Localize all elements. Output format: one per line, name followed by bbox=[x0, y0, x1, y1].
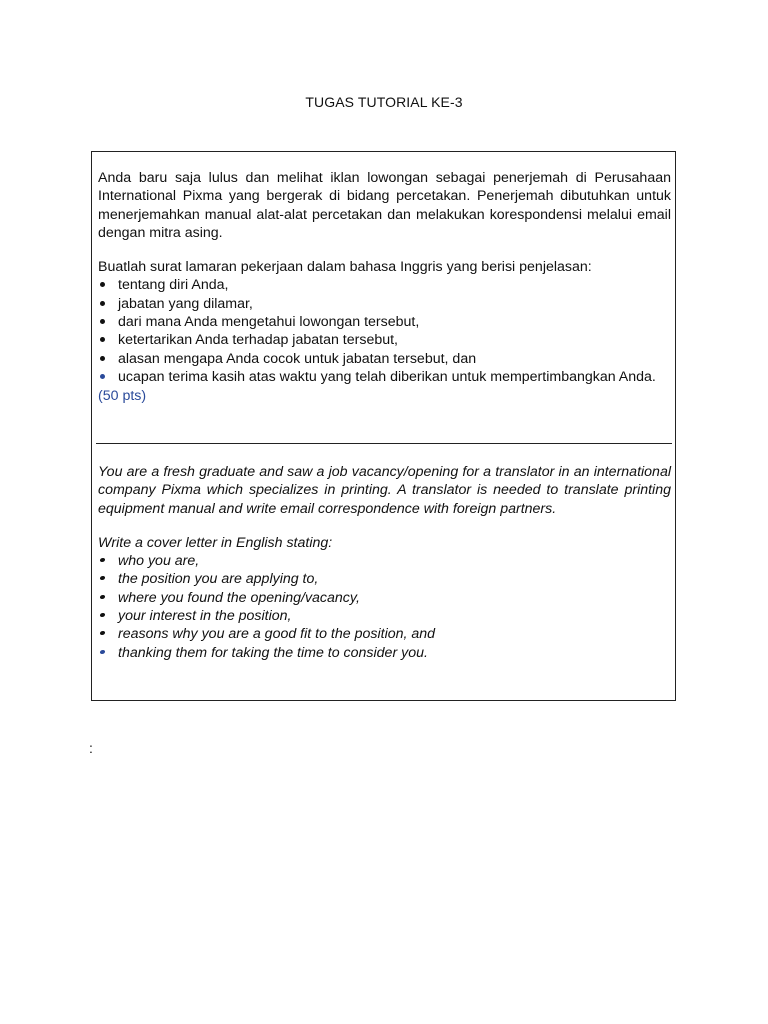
indonesian-bullet-list bbox=[98, 276, 671, 386]
indonesian-section bbox=[98, 169, 671, 406]
bullet-icon bbox=[100, 282, 105, 287]
list-item-text: where you found the opening/vacancy, bbox=[118, 589, 360, 606]
list-item-text: ketertarikan Anda terhadap jabatan tersebut, bbox=[118, 332, 399, 349]
bullet-icon bbox=[100, 319, 105, 324]
list-item bbox=[98, 331, 671, 349]
list-item bbox=[98, 295, 671, 313]
bullet-icon bbox=[99, 650, 105, 654]
stray-colon-mark: : bbox=[89, 740, 93, 756]
list-item bbox=[98, 589, 671, 607]
list-item-text: jabatan yang dilamar, bbox=[118, 295, 253, 312]
bullet-icon bbox=[99, 576, 105, 580]
english-section bbox=[98, 463, 671, 662]
english-bullet-list bbox=[98, 552, 671, 662]
list-item bbox=[98, 276, 671, 294]
points-label: (50 pts) bbox=[98, 388, 147, 405]
list-item bbox=[98, 644, 671, 662]
page-title: TUGAS TUTORIAL KE-3 bbox=[305, 94, 463, 110]
english-paragraph: You are a fresh graduate and saw a job vacancy/opening for a translator in an international company Pixma which specializes in printing. A translator is needed to translate printing equipment manual and write email correspondence with foreign partners. bbox=[98, 464, 671, 517]
assignment-box bbox=[91, 151, 676, 701]
bullet-icon bbox=[100, 374, 105, 379]
list-item-text: who you are, bbox=[118, 553, 200, 570]
indonesian-intro: Buatlah surat lamaran pekerjaan dalam bahasa Inggris yang berisi penjelasan: bbox=[98, 259, 592, 276]
list-item bbox=[98, 552, 671, 570]
list-item-text: your interest in the position, bbox=[118, 608, 292, 625]
bullet-icon bbox=[100, 356, 105, 361]
list-item bbox=[98, 368, 671, 386]
list-item bbox=[98, 350, 671, 368]
bullet-icon bbox=[100, 301, 105, 306]
list-item-text: tentang diri Anda, bbox=[118, 277, 229, 294]
bullet-icon bbox=[99, 595, 105, 599]
list-item bbox=[98, 570, 671, 588]
list-item-text: thanking them for taking the time to consider you. bbox=[118, 644, 428, 661]
list-item-text: dari mana Anda mengetahui lowongan tersebut, bbox=[118, 314, 420, 331]
list-item bbox=[98, 313, 671, 331]
list-item-text: alasan mengapa Anda cocok untuk jabatan tersebut, dan bbox=[118, 350, 477, 367]
bullet-icon bbox=[99, 613, 105, 617]
english-intro: Write a cover letter in English stating: bbox=[98, 534, 333, 551]
indonesian-paragraph: Anda baru saja lulus dan melihat iklan lowongan sebagai penerjemah di Perusahaan International Pixma yang bergerak di bidang percetakan. Penerjemah dibutuhkan untuk menerjemahkan manual alat-alat percetakan dan melakukan korespondensi melalui email dengan mitra asing. bbox=[98, 170, 671, 241]
list-item-text: the position you are applying to, bbox=[118, 571, 319, 588]
bullet-icon bbox=[99, 558, 105, 562]
bullet-icon bbox=[99, 631, 105, 635]
list-item bbox=[98, 625, 671, 643]
list-item-text: reasons why you are a good fit to the position, and bbox=[118, 626, 436, 643]
section-divider bbox=[96, 443, 672, 444]
bullet-icon bbox=[100, 337, 105, 342]
list-item-text: ucapan terima kasih atas waktu yang telah diberikan untuk mempertimbangkan Anda. bbox=[118, 368, 656, 385]
list-item bbox=[98, 607, 671, 625]
